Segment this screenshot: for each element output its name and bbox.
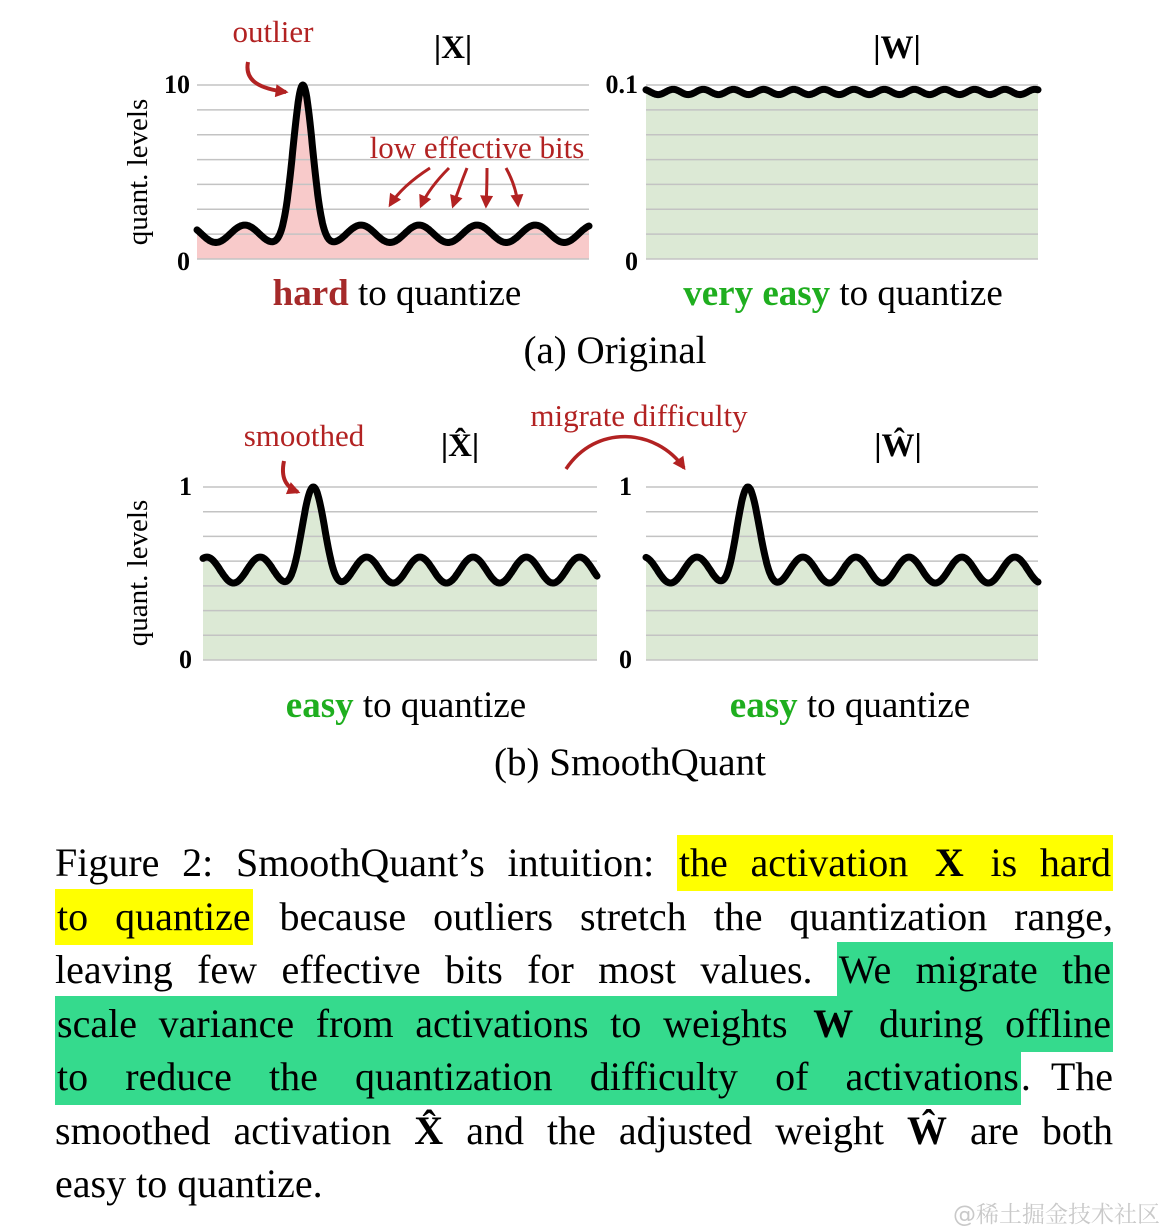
caption-text-run: . The [1020,1054,1113,1099]
outlier-annotation: outlier [232,14,314,49]
caption-text-run: smoothed activation [55,1107,415,1153]
verdict-easy-rest-left: to quantize [353,685,527,726]
low-effective-bits-annotation: low effective bits [369,130,585,165]
caption-text-run: scale variance from activations to weights [55,996,811,1052]
migrate-difficulty-annotation: migrate difficulty [530,398,748,433]
caption-line-5 [55,1050,1113,1104]
caption-text-run: to quantize [55,889,253,945]
verdict-weight-adjusted [730,684,970,727]
plot-title-activation-original: |X| [433,30,473,66]
panel-b-label: (b) SmoothQuant [494,741,766,784]
caption-text-run: and the adjusted weight [443,1107,908,1153]
activation-plot-original [197,85,589,259]
ytick-min-activation-smoothed: 0 [179,645,192,674]
caption-text-run: W [811,996,855,1052]
caption-line-6 [55,1104,1113,1158]
plot-title-weight-original: |W| [873,30,921,66]
caption-line-3 [55,943,1113,997]
y-axis-label-activation-original: quant. levels [122,98,154,246]
plot-title-weight-adjusted: |Ŵ| [874,428,922,464]
verdict-easy-text-left: easy [285,685,354,726]
watermark: @稀土掘金技术社区 [953,1202,1160,1228]
caption-text-run: X [933,835,966,891]
caption-line-2 [55,890,1113,944]
verdict-weight-original [683,272,1003,315]
ytick-min-activation-original: 0 [177,247,190,276]
figure-caption [55,836,1113,1211]
ytick-max-activation-smoothed: 1 [179,472,192,501]
caption-text-run: is hard [966,835,1113,891]
activation-plot-smoothed [203,487,597,660]
caption-text-run: leaving few effective bits for most values. [55,947,837,992]
panel-a-label: (a) Original [523,329,707,372]
caption-line-4 [55,997,1113,1051]
verdict-activation-smoothed [286,684,526,727]
smoothed-annotation: smoothed [243,418,365,453]
ytick-max-activation-original: 10 [164,70,190,99]
caption-text-run: easy to quantize. [55,1161,323,1206]
verdict-very-easy-text: very easy [683,273,831,314]
verdict-activation-original [273,272,522,315]
y-axis-label-activation-smoothed: quant. levels [122,499,154,647]
caption-text-run: because outliers stretch the quantization range, [252,893,1113,939]
caption-text-run: to reduce the quantization difficulty of activations [55,1049,1021,1105]
caption-text-run: Figure 2: SmoothQuant’s intuition: [55,840,677,885]
caption-text-run: X̂ [414,1107,444,1153]
plot-title-activation-smoothed: |X̂| [440,428,480,464]
caption-text-run: Ŵ [907,1107,948,1153]
migrate-difficulty-arrow [566,437,684,469]
weight-plot-adjusted [646,487,1038,660]
caption-text-run: We migrate the [837,942,1113,998]
caption-line-1 [55,836,1113,890]
verdict-hard-text: hard [272,273,349,314]
weight-plot-original [646,85,1038,259]
verdict-hard-rest: to quantize [348,273,522,314]
ytick-max-weight-original: 0.1 [605,70,638,99]
caption-text-run: are both [947,1107,1113,1153]
ytick-max-weight-adjusted: 1 [619,472,632,501]
ytick-min-weight-original: 0 [625,247,638,276]
verdict-easy-rest-right: to quantize [797,685,971,726]
verdict-easy-text-right: easy [729,685,798,726]
caption-text-run: during offline [855,996,1113,1052]
caption-text-run: the activation [677,835,933,891]
ytick-min-weight-adjusted: 0 [619,645,632,674]
verdict-very-easy-rest: to quantize [830,273,1003,314]
